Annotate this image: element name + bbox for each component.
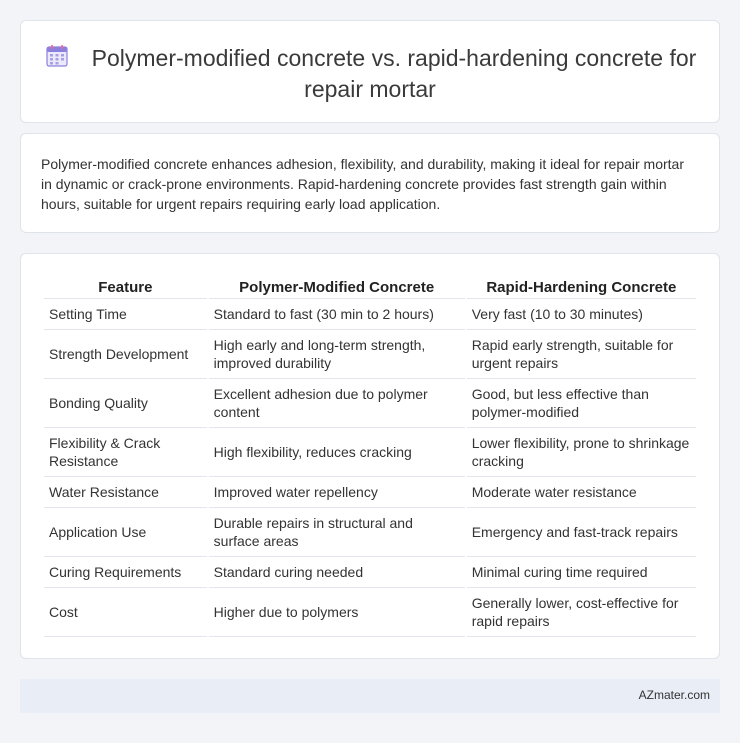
feature-cell: Flexibility & Crack Resistance xyxy=(44,428,207,477)
feature-cell: Application Use xyxy=(44,508,207,557)
rapid-cell: Good, but less effective than polymer-modified xyxy=(467,379,696,428)
table-row xyxy=(44,557,696,588)
polymer-cell: High flexibility, reduces cracking xyxy=(209,428,465,477)
description-text: Polymer-modified concrete enhances adhesion, flexibility, and durability, making it ideal for repair mortar in dynamic or crack-prone environments. Rapid-hardening concrete provides fast strength gain within hours, suitable for urgent repairs requiring early load application. xyxy=(41,156,685,212)
table-row xyxy=(44,508,696,557)
table-row xyxy=(44,428,696,477)
rapid-cell: Emergency and fast-track repairs xyxy=(467,508,696,557)
column-header-rapid-hardening: Rapid-Hardening Concrete xyxy=(467,276,696,299)
rapid-cell: Very fast (10 to 30 minutes) xyxy=(467,299,696,330)
feature-cell: Strength Development xyxy=(44,330,207,379)
footer-brand[interactable]: AZmater.com xyxy=(638,688,710,702)
table-row xyxy=(44,588,696,637)
polymer-cell: Improved water repellency xyxy=(209,477,465,508)
title-block xyxy=(21,43,719,105)
column-header-feature: Feature xyxy=(44,276,207,299)
rapid-cell: Generally lower, cost-effective for rapid repairs xyxy=(467,588,696,637)
feature-cell: Setting Time xyxy=(44,299,207,330)
page-title: Polymer-modified concrete vs. rapid-hardening concrete for repair mortar xyxy=(91,45,697,102)
rapid-cell: Rapid early strength, suitable for urgent repairs xyxy=(467,330,696,379)
polymer-cell: Excellent adhesion due to polymer content xyxy=(209,379,465,428)
calendar-icon xyxy=(44,43,70,69)
feature-cell: Bonding Quality xyxy=(44,379,207,428)
feature-cell: Cost xyxy=(44,588,207,637)
polymer-cell: Standard curing needed xyxy=(209,557,465,588)
rapid-cell: Lower flexibility, prone to shrinkage cracking xyxy=(467,428,696,477)
title-card xyxy=(20,20,720,123)
polymer-cell: Standard to fast (30 min to 2 hours) xyxy=(209,299,465,330)
table-row xyxy=(44,379,696,428)
polymer-cell: High early and long-term strength, improved durability xyxy=(209,330,465,379)
table-row xyxy=(44,299,696,330)
rapid-cell: Minimal curing time required xyxy=(467,557,696,588)
column-header-polymer-modified: Polymer-Modified Concrete xyxy=(209,276,465,299)
footer-bar xyxy=(20,679,720,713)
feature-cell: Water Resistance xyxy=(44,477,207,508)
description-card xyxy=(20,133,720,233)
table-row xyxy=(44,477,696,508)
comparison-table-card xyxy=(20,253,720,659)
table-header-row xyxy=(44,276,696,299)
polymer-cell: Higher due to polymers xyxy=(209,588,465,637)
table-row xyxy=(44,330,696,379)
rapid-cell: Moderate water resistance xyxy=(467,477,696,508)
comparison-table xyxy=(42,276,698,637)
feature-cell: Curing Requirements xyxy=(44,557,207,588)
polymer-cell: Durable repairs in structural and surface areas xyxy=(209,508,465,557)
